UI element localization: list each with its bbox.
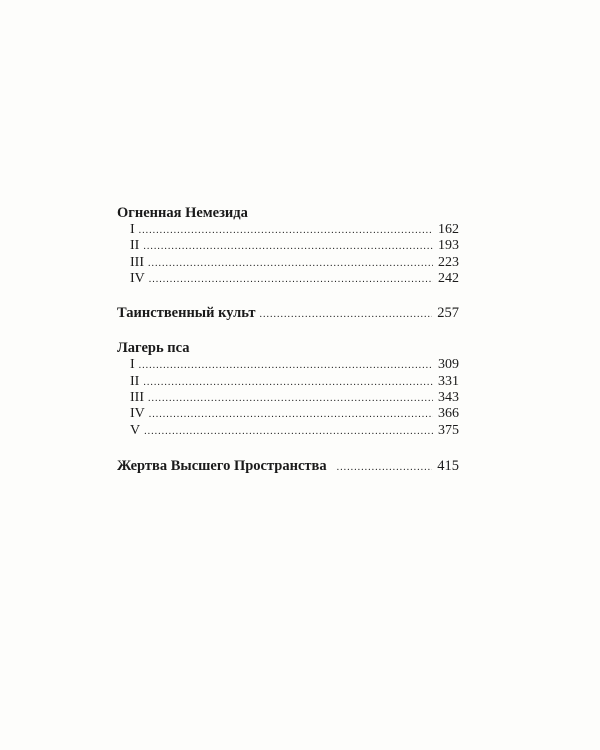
toc-entry (130, 254, 459, 271)
toc-entry (130, 373, 459, 390)
entry-label: V (130, 423, 141, 438)
toc-entry (130, 405, 459, 422)
entry-page: 162 (438, 222, 459, 237)
section-heading: Таинственный культ (117, 305, 256, 321)
entry-page: 309 (438, 357, 459, 372)
toc-entry (130, 270, 459, 287)
entry-label: IV (130, 271, 145, 286)
dot-leader (260, 306, 433, 323)
toc-entry (130, 422, 459, 439)
entry-label: III (130, 255, 144, 270)
entry-page: 366 (438, 406, 459, 421)
entry-page: 193 (438, 238, 459, 253)
section-heading: Лагерь пса (117, 340, 190, 356)
toc-entry (130, 389, 459, 406)
toc-entry (117, 458, 459, 475)
toc-entry (130, 237, 459, 254)
entry-page: 223 (438, 255, 459, 270)
section-heading: Огненная Немезида (117, 205, 248, 221)
entry-label: III (130, 390, 144, 405)
toc-entry (130, 356, 459, 373)
dot-leader (337, 459, 433, 476)
entry-label: II (130, 238, 140, 253)
entry-label: IV (130, 406, 145, 421)
toc-entry (117, 305, 459, 322)
entry-label: II (130, 374, 140, 389)
section-heading: Жертва Высшего Пространства (117, 458, 327, 474)
entry-page: 343 (438, 390, 459, 405)
dot-leader (144, 423, 433, 440)
entry-page: 257 (437, 305, 459, 321)
entry-page: 415 (437, 458, 459, 474)
entry-page: 242 (438, 271, 459, 286)
dot-leader (139, 357, 433, 374)
toc-entry (130, 221, 459, 238)
dot-leader (149, 406, 433, 423)
entry-page: 375 (438, 423, 459, 438)
entry-label: I (130, 357, 135, 372)
dot-leader (143, 238, 433, 255)
dot-leader (149, 271, 433, 288)
entry-page: 331 (438, 374, 459, 389)
entry-label: I (130, 222, 135, 237)
